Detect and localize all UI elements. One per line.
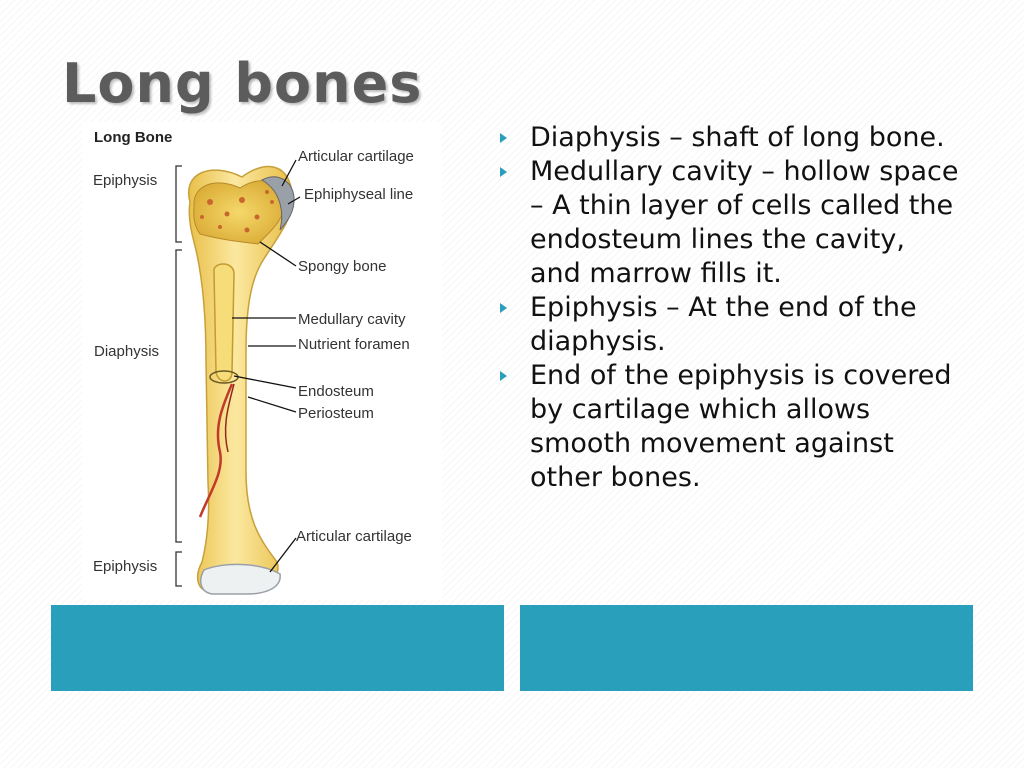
label-epiphysis-top: Epiphysis <box>93 172 158 189</box>
label-medullary-cavity: Medullary cavity <box>298 311 406 328</box>
bullet-text: End of the epiphysis is covered by cartilage which allows smooth movement against other bones. <box>530 360 952 493</box>
triangle-right-icon <box>500 167 507 177</box>
label-epiphysis-bottom: Epiphysis <box>93 558 158 575</box>
label-diaphysis: Diaphysis <box>94 343 160 360</box>
label-epiphyseal-line: Ephiphyseal line <box>304 186 414 203</box>
footer-panel-left <box>51 605 504 691</box>
label-articular-cartilage-bottom: Articular cartilage <box>296 528 412 545</box>
bullet-item <box>500 155 960 291</box>
bullet-text: Diaphysis – shaft of long bone. <box>530 122 945 153</box>
triangle-right-icon <box>500 371 507 381</box>
bullet-item <box>500 291 960 359</box>
slide-title: Long bones <box>62 52 423 115</box>
footer-panel-right <box>520 605 973 691</box>
triangle-right-icon <box>500 303 507 313</box>
bullet-list <box>500 121 960 495</box>
diagram-title: Long Bone <box>94 129 173 146</box>
bullet-item <box>500 121 960 155</box>
label-articular-cartilage-top: Articular cartilage <box>298 148 414 165</box>
long-bone-diagram <box>82 122 442 600</box>
bullet-text: Medullary cavity – hollow space – A thin layer of cells called the endosteum lines the cavity, and marrow fills it. <box>530 156 959 289</box>
triangle-right-icon <box>500 133 507 143</box>
label-nutrient-foramen: Nutrient foramen <box>298 336 410 353</box>
bullet-item <box>500 359 960 495</box>
label-endosteum: Endosteum <box>298 383 374 400</box>
label-spongy-bone: Spongy bone <box>298 258 387 275</box>
label-periosteum: Periosteum <box>298 405 374 422</box>
bullet-text: Epiphysis – At the end of the diaphysis. <box>530 292 917 357</box>
